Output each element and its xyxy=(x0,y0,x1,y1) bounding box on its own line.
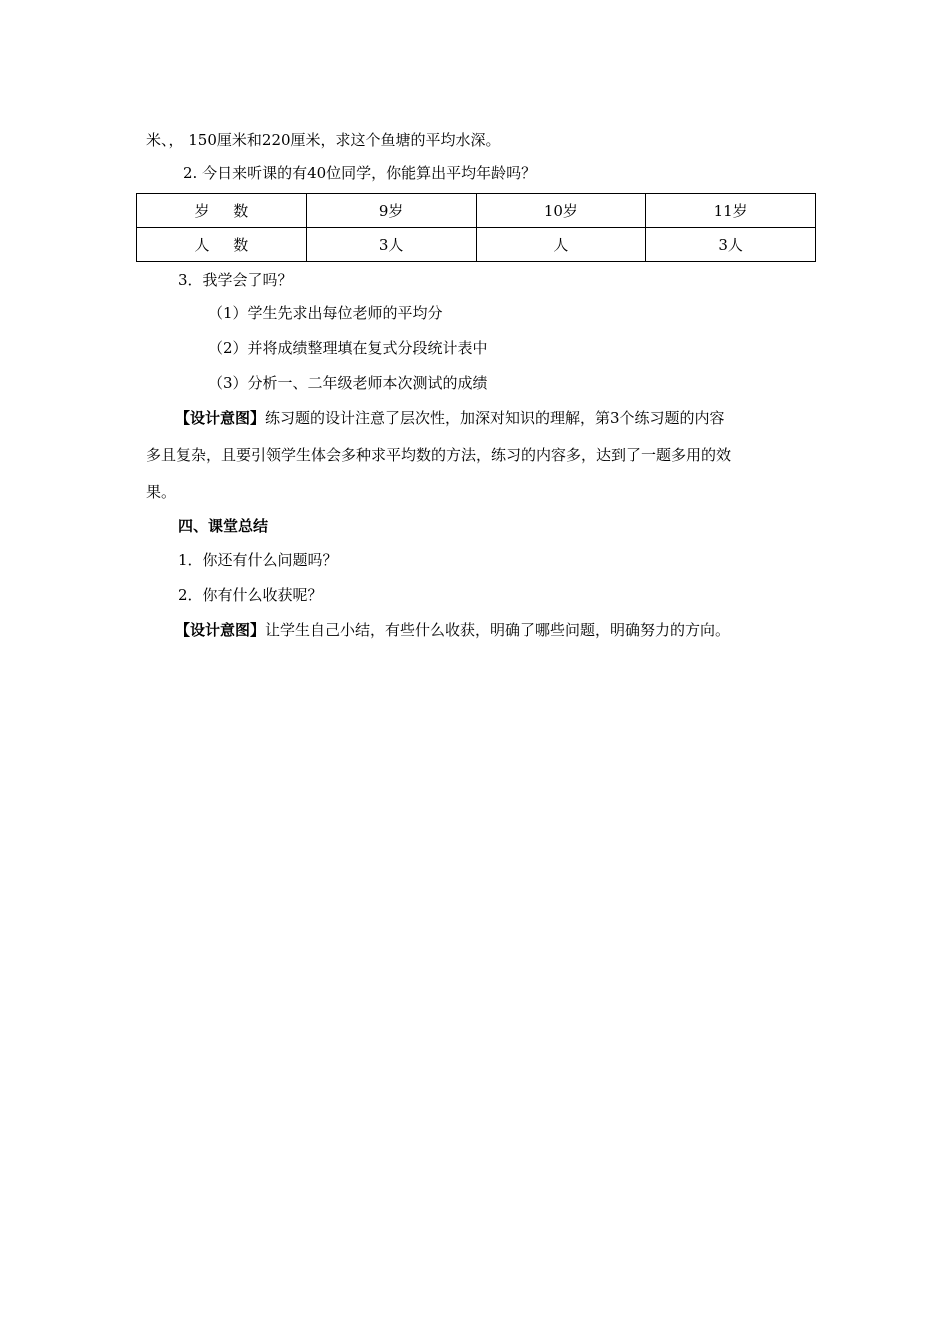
design-intent-paragraph-2 xyxy=(175,620,730,640)
table-cell: 人 xyxy=(476,228,646,262)
problem1-continuation: 米、， 150厘米和220厘米，求这个鱼塘的平均水深。 xyxy=(146,131,501,149)
section-heading: 四、课堂总结 xyxy=(178,517,269,535)
sub-item: （3）分析一、二年级老师本次测试的成绩 xyxy=(208,374,488,392)
table-row xyxy=(137,228,816,262)
design-intent-text: 练习题的设计注意了层次性，加深对知识的理解，第3个练习题的内容 xyxy=(265,409,725,427)
sub-item: （1）学生先求出每位老师的平均分 xyxy=(208,304,443,322)
table-cell-header: 11岁 xyxy=(646,194,816,228)
age-table xyxy=(136,193,816,262)
table-row xyxy=(137,194,816,228)
design-intent-text: 让学生自己小结，有些什么收获，明确了哪些问题，明确努力的方向。 xyxy=(265,621,731,639)
design-intent-label: 【设计意图】 xyxy=(175,621,266,639)
summary-item: 2．你有什么收获呢？ xyxy=(178,586,323,604)
design-intent-paragraph-1 xyxy=(175,408,725,428)
table-cell-header: 10岁 xyxy=(476,194,646,228)
design-intent-line-3: 果。 xyxy=(146,483,177,501)
problem3-text: 3．我学会了吗？ xyxy=(178,271,293,289)
table-cell-header: 岁 数 xyxy=(137,194,307,228)
design-intent-label: 【设计意图】 xyxy=(175,409,266,427)
table-cell: 3人 xyxy=(646,228,816,262)
problem2-text: 2. 今日来听课的有40位同学，你能算出平均年龄吗？ xyxy=(183,164,537,182)
table-cell: 人 数 xyxy=(137,228,307,262)
table-cell-header: 9岁 xyxy=(306,194,476,228)
design-intent-line-2: 多且复杂，且要引领学生体会多种求平均数的方法，练习的内容多，达到了一题多用的效 xyxy=(146,446,732,464)
sub-item: （2）并将成绩整理填在复式分段统计表中 xyxy=(208,339,488,357)
table-cell: 3人 xyxy=(306,228,476,262)
summary-item: 1．你还有什么问题吗？ xyxy=(178,551,338,569)
